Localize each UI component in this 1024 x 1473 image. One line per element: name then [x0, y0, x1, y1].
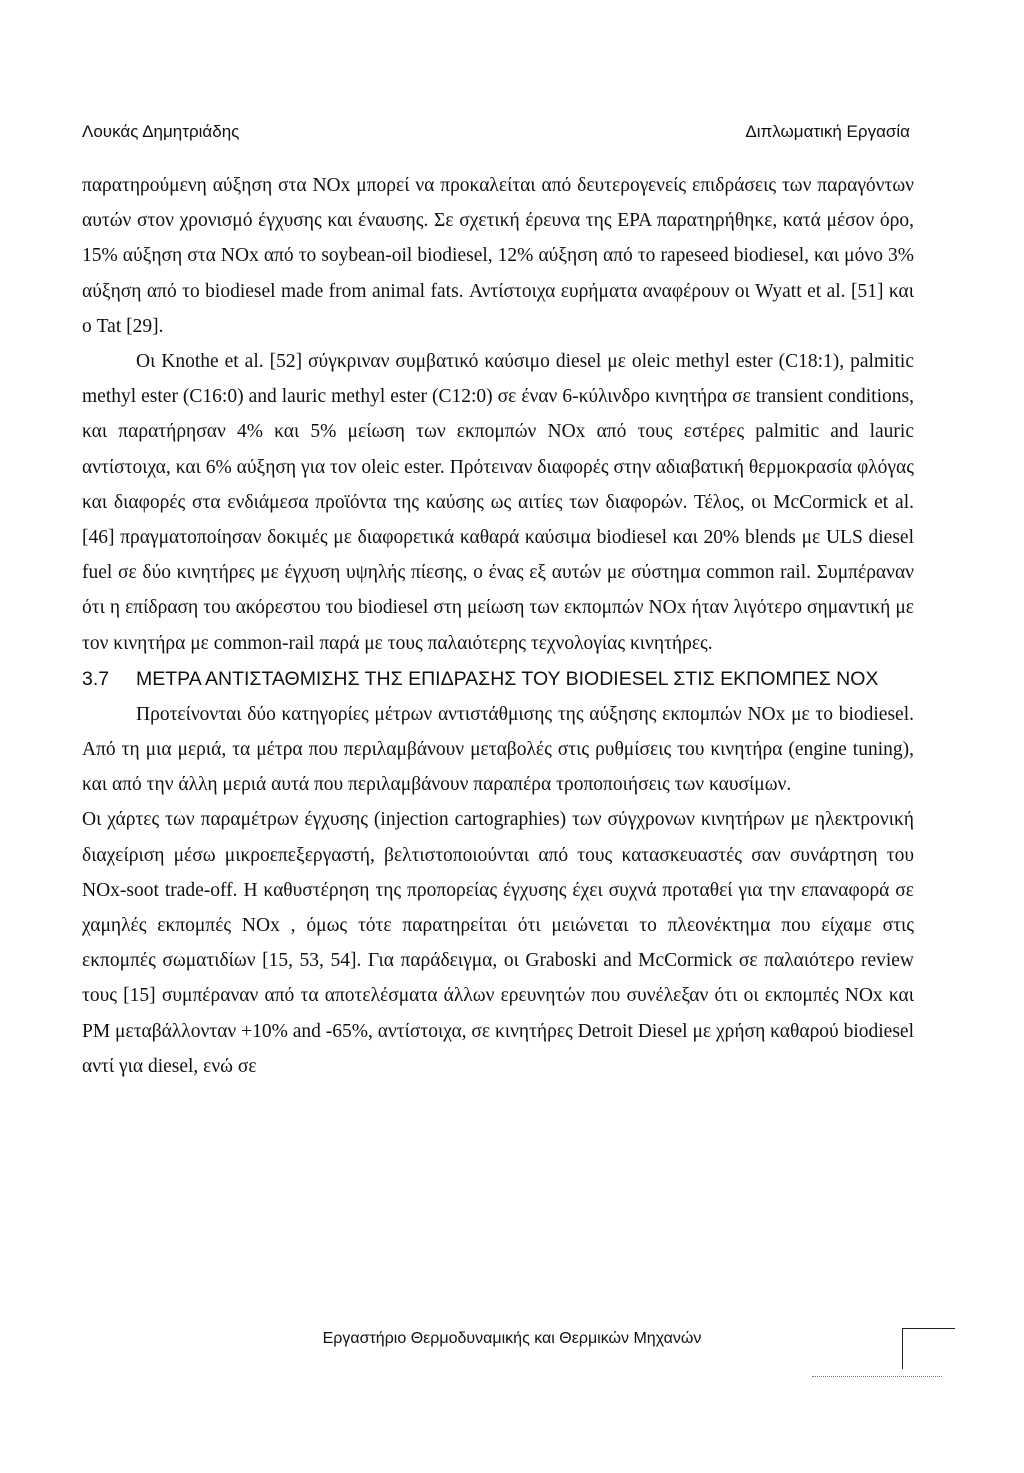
section-heading [82, 661, 914, 697]
footer-corner-mark [902, 1328, 955, 1369]
header-author: Λουκάς Δημητριάδης [82, 122, 240, 141]
page-header [82, 122, 910, 146]
page-footer: Εργαστήριο Θερμοδυναμικής και Θερμικών Μηχανών [322, 1330, 702, 1347]
section-title: ΜΕΤΡΑ ΑΝΤΙΣΤΑΘΜΙΣΗΣ ΤΗΣ ΕΠΙΔΡΑΣΗΣ ΤΟΥ BIODIESEL ΣΤΙΣ ΕΚΠΟΜΠΕΣ NOX [136, 667, 879, 690]
footer-dotted-line [812, 1376, 942, 1377]
paragraph-3: Προτείνονται δύο κατηγορίες μέτρων αντιστάθμισης της αύξησης εκπομπών NOx με το biodiesel. Από τη μια μεριά, τα μέτρα που περιλαμβάνουν μεταβολές στις ρυθμίσεις του κινητήρα (engine tuning), και από την άλλη μεριά αυτά που περιλαμβάνουν παραπέρα τροποποιήσεις των καυσίμων. [82, 703, 914, 796]
section-number: 3.7 [82, 667, 110, 690]
header-doc-type: Διπλωματική Εργασία [745, 122, 910, 141]
page-body [82, 168, 914, 1084]
paragraph-1: παρατηρούμενη αύξηση στα NOx μπορεί να προκαλείται από δευτερογενείς επιδράσεις των παραγόντων αυτών στον χρονισμό έγχυσης και έναυσης. Σε σχετική έρευνα της EPA παρατηρήθηκε, κατά μέσον όρο, 15% αύξηση στα NOx από το soybean-oil biodiesel, 12% αύξηση από το rapeseed biodiesel, και μόνο 3% αύξηση από το biodiesel made from animal fats. Αντίστοιχα ευρήματα αναφέρουν οι Wyatt et al. [51] και ο Tat [29]. [82, 175, 914, 337]
paragraph-2: Οι Knothe et al. [52] σύγκριναν συμβατικό καύσιμο diesel με oleic methyl ester (C18:1), palmitic methyl ester (C16:0) and lauric methyl ester (C12:0) σε έναν 6-κύλινδρο κινητήρα σε transient conditions, και παρατήρησαν 4% και 5% μείωση των εκπομπών NOx από τους εστέρες palmitic and lauric αντίστοιχα, και 6% αύξηση για τον oleic ester. Πρότειναν διαφορές στην αδιαβατική θερμοκρασία φλόγας και διαφορές στα ενδιάμεσα προϊόντα της καύσης ως αιτίες των διαφορών. Τέλος, οι McCormick et al. [46] πραγματοποίησαν δοκιμές με διαφορετικά καθαρά καύσιμα biodiesel και 20% blends με ULS diesel fuel σε δύο κινητήρες με έγχυση υψηλής πίεσης, ο ένας εξ αυτών με σύστημα common rail. Συμπέραναν ότι η επίδραση του ακόρεστου του biodiesel στη μείωση των εκπομπών NOx ήταν λιγότερο σημαντική με τον κινητήρα με common-rail παρά με τους παλαιότερης τεχνολογίας κινητήρες. [82, 351, 914, 654]
paragraph-4: Οι χάρτες των παραμέτρων έγχυσης (injection cartographies) των σύγχρονων κινητήρων με ηλεκτρονική διαχείριση μέσω μικροεπεξεργαστή, βελτιστοποιούνται από τους κατασκευαστές σαν συνάρτηση του NOx-soot trade-off. Η καθυστέρηση της προπορείας έγχυσης έχει συχνά προταθεί για την επαναφορά σε χαμηλές εκπομπές NOx , όμως τότε παρατηρείται ότι μειώνεται το πλεονέκτημα που είχαμε στις εκπομπές σωματιδίων [15, 53, 54]. Για παράδειγμα, οι Graboski and McCormick σε παλαιότερο review τους [15] συμπέραναν από τα αποτελέσματα άλλων ερευνητών που συνέλεξαν ότι οι εκπομπές NOx και PM μεταβάλλονταν +10% and -65%, αντίστοιχα, σε κινητήρες Detroit Diesel με χρήση καθαρού biodiesel αντί για diesel, ενώ σε [82, 809, 914, 1077]
